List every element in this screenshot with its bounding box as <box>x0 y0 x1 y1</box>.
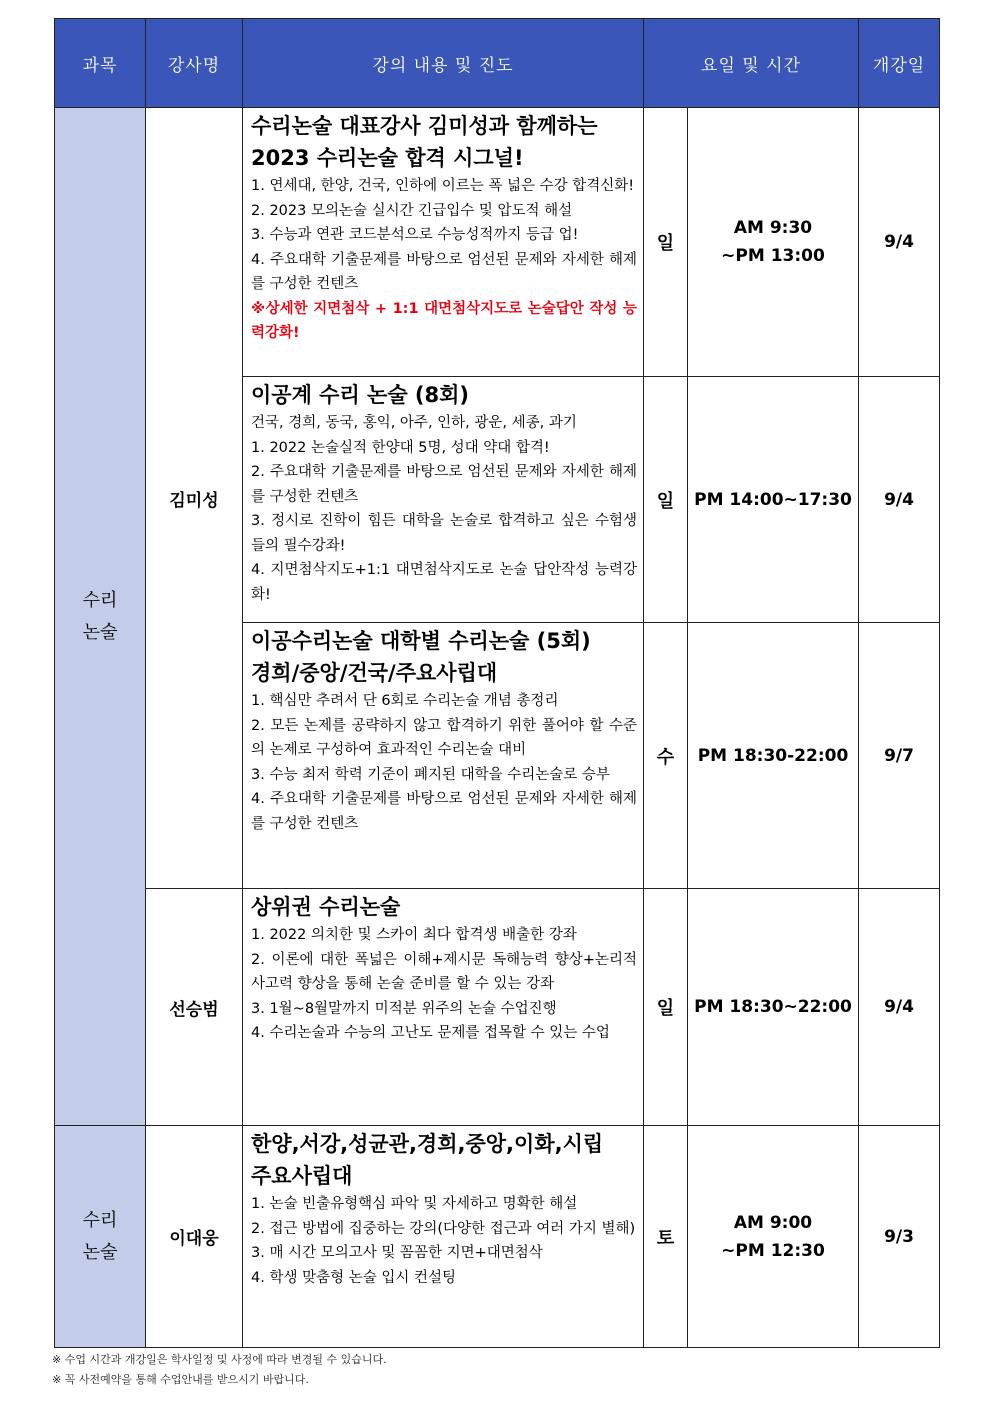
class-title: 2023 수리논술 합격 시그널! <box>251 146 524 170</box>
footnote: ※ 꼭 사전예약을 통해 수업안내를 받으시기 바랍니다. <box>52 1373 309 1386</box>
time-line: AM 9:30 <box>733 218 813 238</box>
content-cell <box>243 1126 644 1348</box>
header-day-time: 요일 및 시간 <box>644 19 859 108</box>
footnotes <box>52 1350 387 1390</box>
header-subject: 과목 <box>55 19 146 108</box>
start-date-cell: 9/4 <box>859 377 940 623</box>
day-cell: 토 <box>644 1126 688 1348</box>
start-date-cell: 9/4 <box>859 108 940 377</box>
day-cell: 일 <box>644 377 688 623</box>
day-cell: 수 <box>644 623 688 889</box>
content-cell <box>243 889 644 1126</box>
class-item: 2. 주요대학 기출문제를 바탕으로 엄선된 문제와 자세한 해제를 구성한 컨텐츠 <box>251 464 637 505</box>
content-cell <box>243 623 644 889</box>
class-item: 3. 정시로 진학이 힘든 대학을 논술로 합격하고 싶은 수험생들의 필수강좌! <box>251 513 637 554</box>
course-schedule-table <box>54 18 940 1348</box>
start-date-cell: 9/4 <box>859 889 940 1126</box>
table-row <box>55 889 940 1126</box>
class-title: 수리논술 대표강사 김미성과 함께하는 <box>251 114 598 138</box>
time-line: PM 14:00~17:30 <box>694 489 852 510</box>
time-line: AM 9:00 <box>733 1212 813 1233</box>
class-title: 주요사립대 <box>251 1164 353 1188</box>
class-item: 4. 주요대학 기출문제를 바탕으로 엄선된 문제와 자세한 해제를 구성한 컨텐츠 <box>251 251 637 292</box>
class-item: 3. 수능과 연관 코드분석으로 수능성적까지 등급 업! <box>251 227 579 243</box>
class-title: 경희/중앙/건국/주요사립대 <box>251 661 498 685</box>
day-cell: 일 <box>644 889 688 1126</box>
subject-line: 논술 <box>82 621 118 643</box>
subject-cell <box>55 108 146 1126</box>
class-item: 건국, 경희, 동국, 홍익, 아주, 인하, 광운, 세종, 과기 <box>251 415 577 431</box>
time-line: ~PM 13:00 <box>721 246 825 266</box>
time-cell <box>688 377 859 623</box>
content-cell <box>243 108 644 377</box>
class-item: 4. 수리논술과 수능의 고난도 문제를 접목할 수 있는 수업 <box>251 1025 610 1041</box>
day-cell: 일 <box>644 108 688 377</box>
class-title: 한양,서강,성균관,경희,중앙,이화,시립 <box>251 1132 604 1156</box>
class-item: 3. 수능 최저 학력 기준이 폐지된 대학을 수리논술로 승부 <box>251 766 610 783</box>
header-content: 강의 내용 및 진도 <box>243 19 644 108</box>
class-item: 3. 매 시간 모의고사 및 꼼꼼한 지면+대면첨삭 <box>251 1245 543 1261</box>
class-item: 2. 2023 모의논술 실시간 긴급입수 및 압도적 해설 <box>251 202 573 219</box>
instructor-cell: 선승범 <box>146 889 243 1126</box>
class-item: 2. 접근 방법에 집중하는 강의(다양한 접근과 여러 가지 별해) <box>251 1220 636 1237</box>
content-cell <box>243 377 644 623</box>
class-title: 상위권 수리논술 <box>251 895 401 919</box>
class-note: ※상세한 지면첨삭 + 1:1 대면첨삭지도로 논술답안 작성 능력강화! <box>251 300 637 341</box>
class-item: 1. 연세대, 한양, 건국, 인하에 이르는 폭 넓은 수강 합격신화! <box>251 178 635 194</box>
subject-line: 수리 <box>82 589 118 611</box>
class-title: 이공계 수리 논술 (8회) <box>251 383 470 407</box>
time-cell <box>688 108 859 377</box>
class-item: 1. 2022 의치한 및 스카이 최다 합격생 배출한 강좌 <box>251 927 577 943</box>
class-item: 1. 핵심만 추려서 단 6회로 수리논술 개념 총정리 <box>251 693 559 709</box>
instructor-cell: 김미성 <box>146 108 243 889</box>
footnote: ※ 수업 시간과 개강일은 학사일정 및 사정에 따라 변경될 수 있습니다. <box>52 1353 387 1366</box>
class-item: 2. 모든 논제를 공략하지 않고 합격하기 위한 풀어야 할 수준의 논제로 구성하여 효과적인 수리논술 대비 <box>251 717 637 758</box>
time-cell <box>688 623 859 889</box>
start-date-cell: 9/3 <box>859 1126 940 1348</box>
class-item: 1. 2022 논술실적 한양대 5명, 성대 약대 합격! <box>251 439 550 456</box>
subject-line: 논술 <box>82 1241 118 1263</box>
subject-line: 수리 <box>82 1209 118 1231</box>
time-line: ~PM 12:30 <box>721 1240 825 1261</box>
header-start-date: 개강일 <box>859 19 940 108</box>
header-row <box>55 19 940 108</box>
class-item: 1. 논술 빈출유형핵심 파악 및 자세하고 명확한 해설 <box>251 1196 578 1212</box>
table-row <box>55 108 940 377</box>
class-item: 4. 주요대학 기출문제를 바탕으로 엄선된 문제와 자세한 해제를 구성한 컨텐츠 <box>251 791 637 832</box>
table-row <box>55 1126 940 1348</box>
time-cell <box>688 1126 859 1348</box>
time-line: PM 18:30~22:00 <box>694 997 852 1017</box>
class-item: 4. 학생 맞춤형 논술 입시 컨설팅 <box>251 1269 456 1286</box>
instructor-cell: 이대웅 <box>146 1126 243 1348</box>
class-title: 이공수리논술 대학별 수리논술 (5회) <box>251 629 591 653</box>
time-line: PM 18:30-22:00 <box>697 745 849 766</box>
class-item: 4. 지면첨삭지도+1:1 대면첨삭지도로 논술 답안작성 능력강화! <box>251 562 637 603</box>
subject-cell <box>55 1126 146 1348</box>
start-date-cell: 9/7 <box>859 623 940 889</box>
class-item: 3. 1월~8월말까지 미적분 위주의 논술 수업진행 <box>251 1000 557 1017</box>
class-item: 2. 이론에 대한 폭넓은 이해+제시문 독해능력 향상+논리적 사고력 향상을 통해 논술 준비를 할 수 있는 강좌 <box>251 951 637 992</box>
header-instructor: 강사명 <box>146 19 243 108</box>
time-cell <box>688 889 859 1126</box>
